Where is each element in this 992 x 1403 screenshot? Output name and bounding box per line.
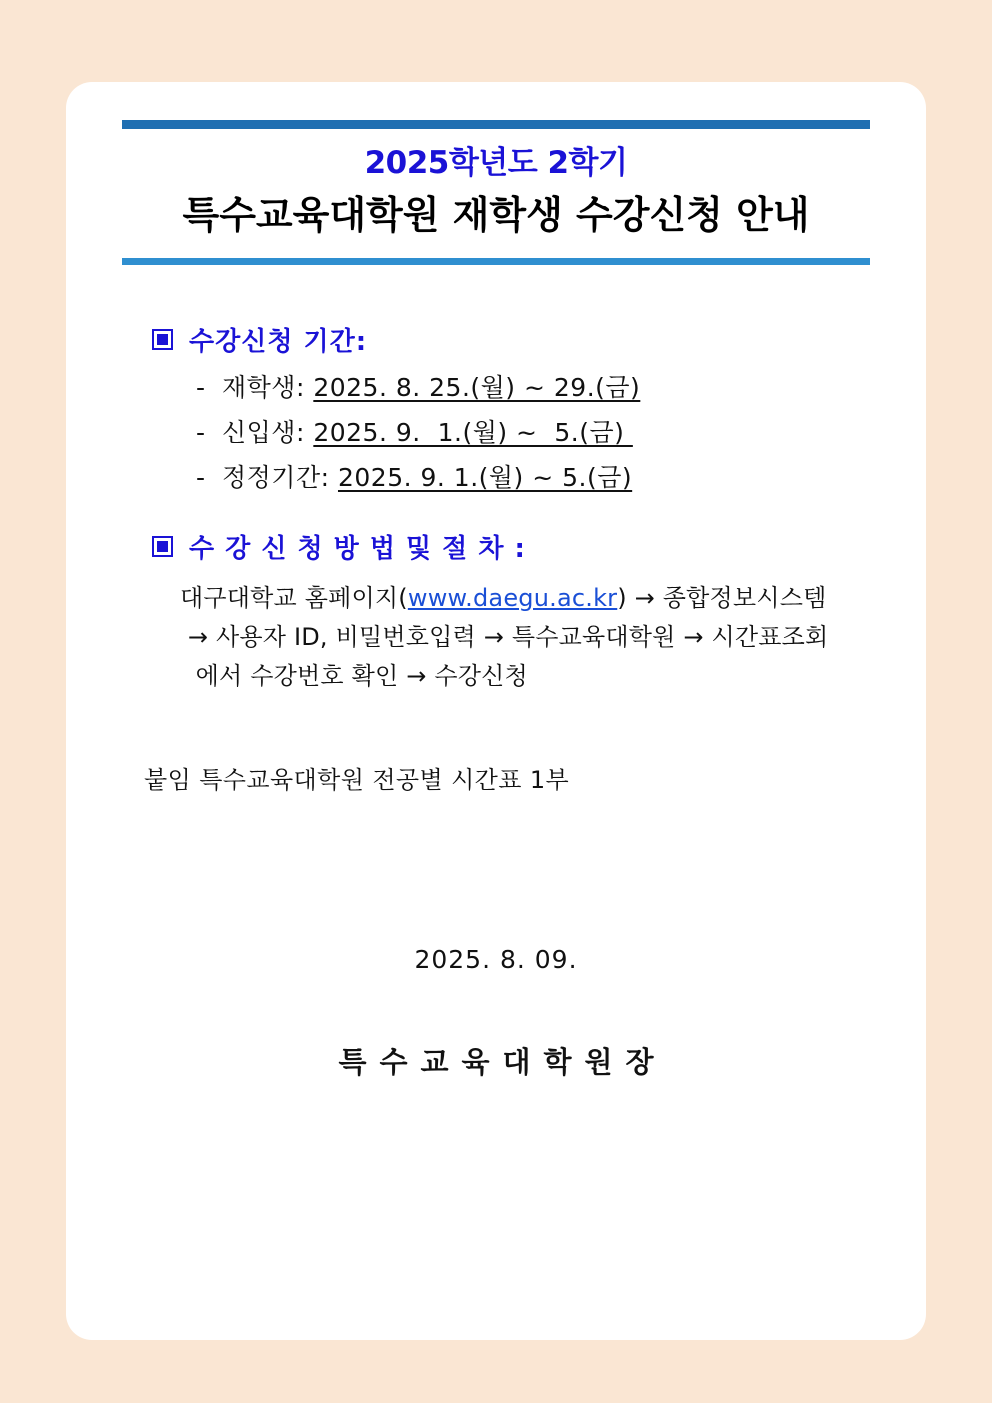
section-heading-row — [118, 528, 874, 565]
title-block — [122, 120, 870, 265]
document-date: 2025. 8. 09. — [414, 944, 578, 974]
title-rule-top — [122, 120, 870, 129]
list-item-value: 2025. 9. 1.(월) ~ 5.(금) — [337, 463, 633, 493]
list-item-value: 2025. 8. 25.(월) ~ 29.(금) — [313, 373, 641, 403]
list-item-label: 신입생: — [222, 418, 314, 448]
dash-mark: - — [196, 418, 206, 448]
section-title: 수 강 신 청 방 법 및 절 차 : — [189, 534, 526, 565]
section-title: 수강신청 기간: — [189, 327, 368, 358]
title-rule-bottom — [122, 258, 870, 265]
list-item-label: 정정기간: — [222, 463, 338, 493]
method-steps — [118, 579, 874, 696]
document-signer: 특수교육대학원장 — [338, 1044, 667, 1079]
document-title-line1: 2025학년도 2학기 — [364, 145, 628, 181]
list-item-value: 2025. 9. 1.(월) ~ 5.(금) — [313, 418, 633, 448]
attachment-note: 붙임 특수교육대학원 전공별 시간표 1부 — [144, 765, 570, 794]
filled-square-icon — [152, 536, 173, 557]
title-lines — [122, 129, 870, 248]
list-item-label: 재학생: — [222, 373, 314, 403]
method-line: → 사용자 ID, 비밀번호입력 → 특수교육대학원 → 시간표조회 — [180, 622, 829, 651]
section-application-method — [118, 528, 874, 696]
homepage-link[interactable]: www.daegu.ac.kr — [407, 584, 618, 613]
section-spacer — [118, 494, 874, 528]
method-line — [180, 579, 874, 618]
dash-mark: - — [196, 463, 206, 493]
document-body — [66, 321, 926, 1081]
method-line: 에서 수강번호 확인 → 수강신청 — [180, 661, 528, 690]
document-page — [66, 82, 926, 1340]
list-item — [118, 413, 874, 449]
document-title-line2: 특수교육대학원 재학생 수강신청 안내 — [182, 192, 810, 237]
method-line-pre: 대구대학교 홈페이지( — [180, 584, 408, 613]
method-line-post: ) → 종합정보시스템 — [617, 584, 827, 613]
list-item — [118, 458, 874, 494]
dash-mark: - — [196, 373, 206, 403]
section-heading-row — [118, 321, 874, 358]
list-item — [118, 368, 874, 404]
section-application-period — [118, 321, 874, 494]
filled-square-icon — [152, 329, 173, 350]
